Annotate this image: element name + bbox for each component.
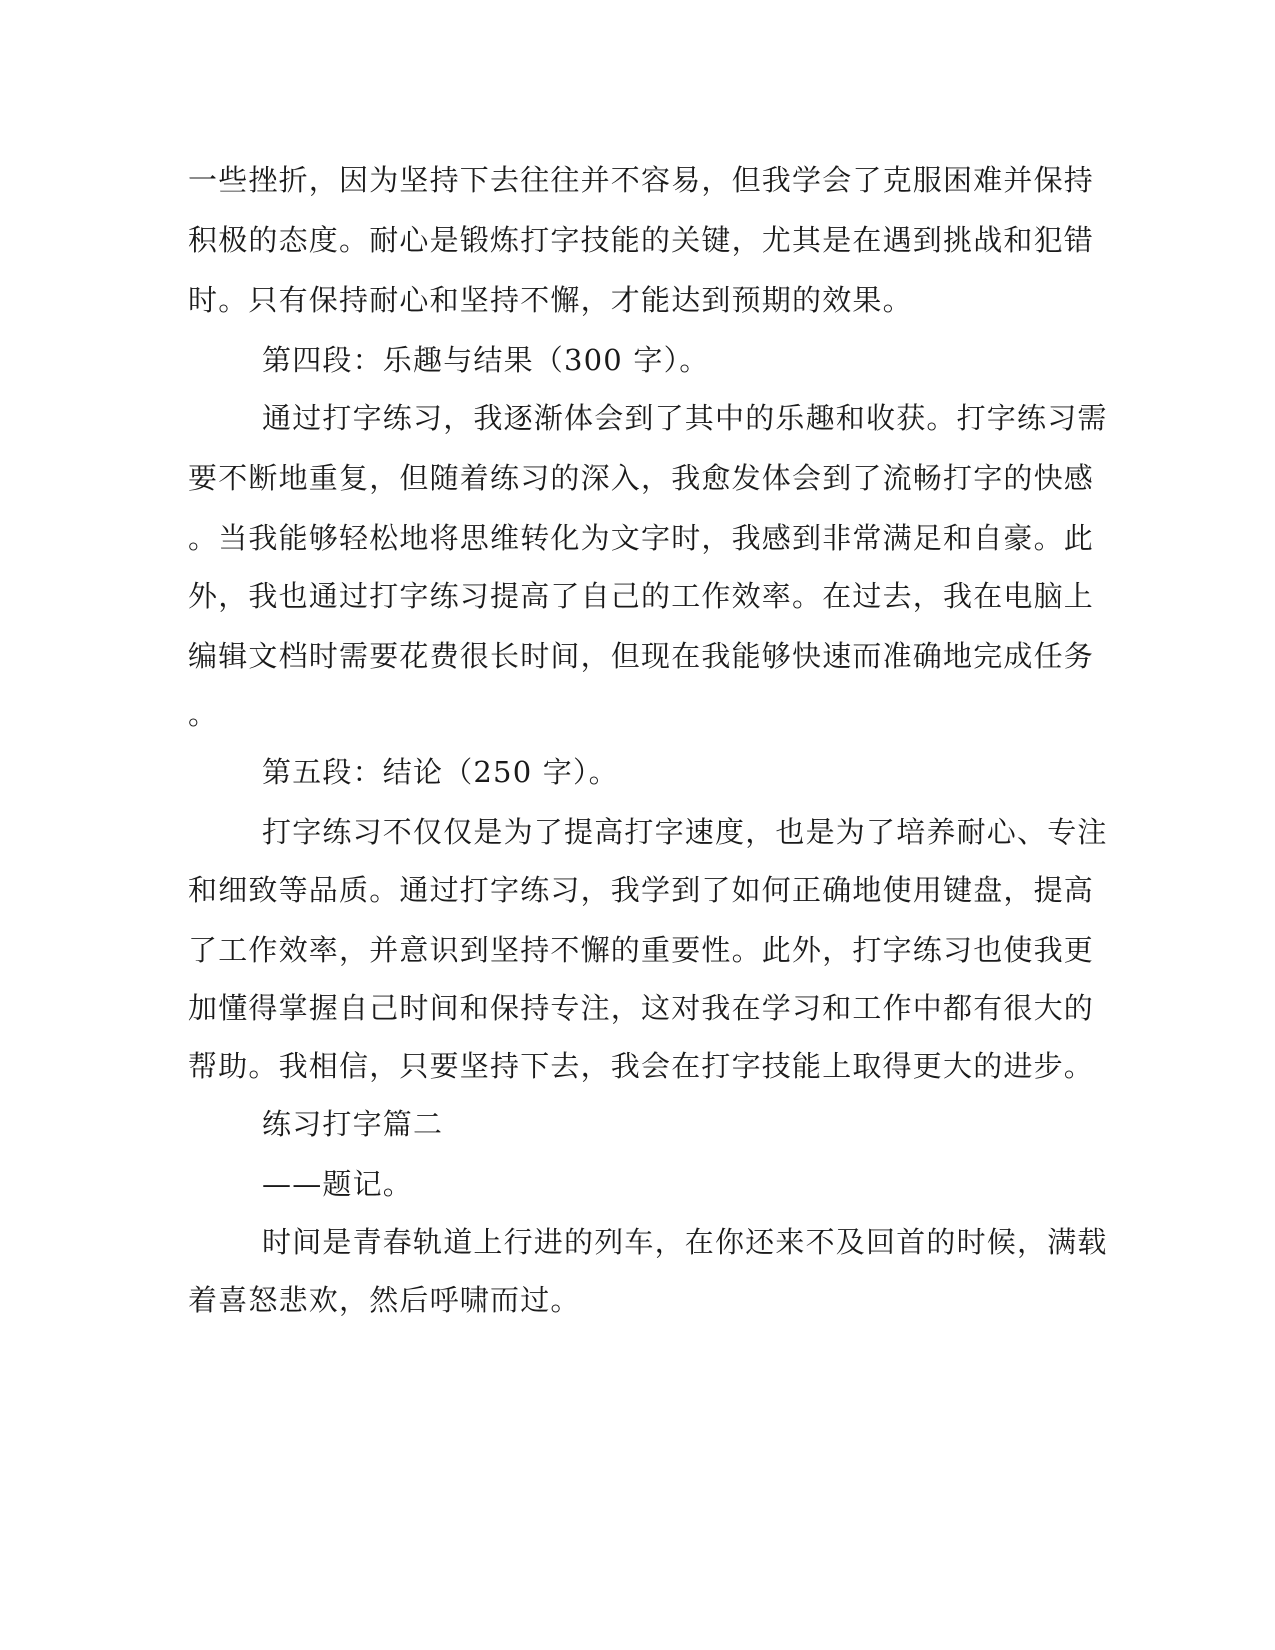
epigraph: ——题记。 — [262, 1167, 414, 1201]
paragraph-line: 帮助。我相信，只要坚持下去，我会在打字技能上取得更大的进步。 — [188, 1049, 1095, 1083]
paragraph-line: 着喜怒悲欢，然后呼啸而过。 — [188, 1283, 581, 1317]
section-title: 练习打字篇二 — [262, 1107, 444, 1141]
paragraph-line: 了工作效率，并意识到坚持不懈的重要性。此外，打字练习也使我更 — [188, 933, 1095, 967]
paragraph-line: 时间是青春轨道上行进的列车，在你还来不及回首的时候，满载 — [262, 1225, 1108, 1259]
paragraph-line: 时。只有保持耐心和坚持不懈，才能达到预期的效果。 — [188, 283, 913, 317]
paragraph-line: 和细致等品质。通过打字练习，我学到了如何正确地使用键盘，提高 — [188, 873, 1095, 907]
paragraph-line: 编辑文档时需要花费很长时间，但现在我能够快速而准确地完成任务 — [188, 639, 1095, 673]
paragraph-line: 积极的态度。耐心是锻炼打字技能的关键，尤其是在遇到挑战和犯错 — [188, 223, 1095, 257]
paragraph-line: 。当我能够轻松地将思维转化为文字时，我感到非常满足和自豪。此 — [188, 521, 1095, 555]
paragraph-line: 要不断地重复，但随着练习的深入，我愈发体会到了流畅打字的快感 — [188, 461, 1095, 495]
paragraph-line: 打字练习不仅仅是为了提高打字速度，也是为了培养耐心、专注 — [262, 815, 1108, 849]
paragraph-line: 加懂得掌握自己时间和保持专注，这对我在学习和工作中都有很大的 — [188, 991, 1095, 1025]
section-heading: 第四段：乐趣与结果（300 字）。 — [262, 343, 710, 377]
paragraph-line: 一些挫折，因为坚持下去往往并不容易，但我学会了克服困难并保持 — [188, 163, 1095, 197]
section-heading: 第五段：结论（250 字）。 — [262, 755, 619, 789]
paragraph-line: 通过打字练习，我逐渐体会到了其中的乐趣和收获。打字练习需 — [262, 401, 1108, 435]
paragraph-line: 外，我也通过打字练习提高了自己的工作效率。在过去，我在电脑上 — [188, 579, 1095, 613]
paragraph-line: 。 — [188, 697, 219, 731]
